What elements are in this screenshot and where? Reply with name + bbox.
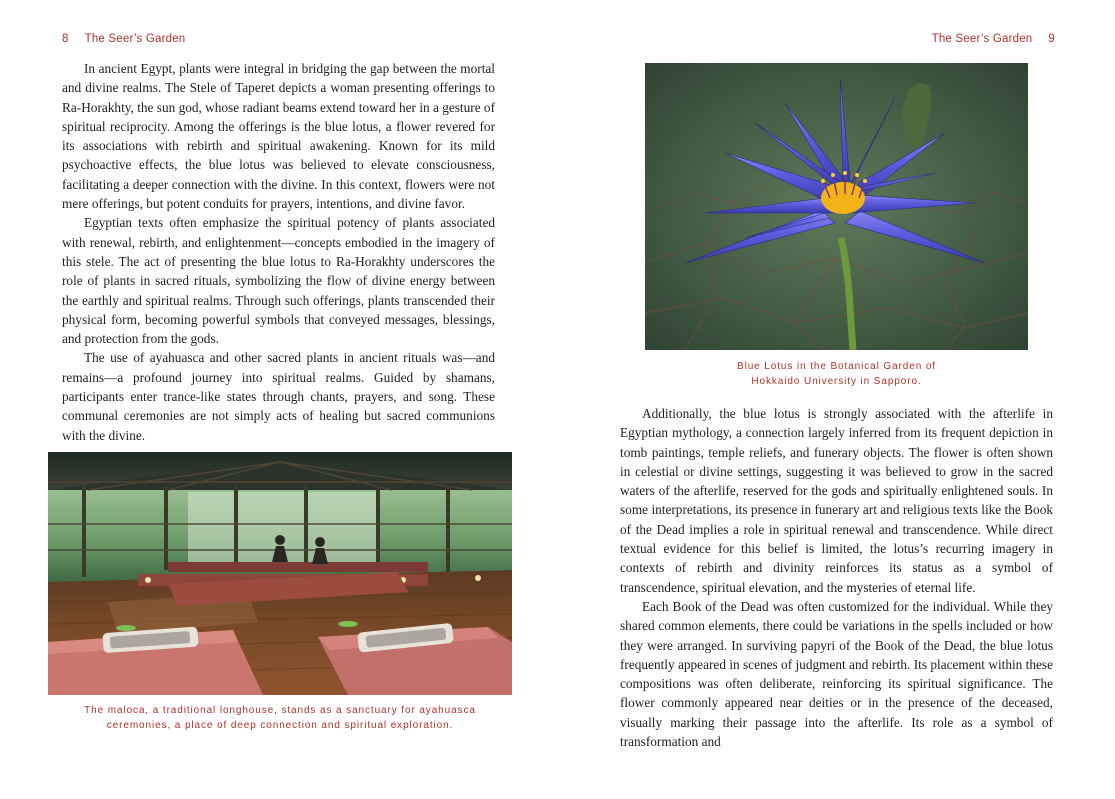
left-running-header — [62, 33, 185, 45]
right-running-header — [932, 33, 1055, 45]
body-paragraph: Additionally, the blue lotus is strongly associated with the afterlife in Egyptian mythology, a connection largely inferred from its frequent depiction in tomb paintings, temple reliefs, and funerary objects. The flower is often shown in celestial or divine settings, suggesting it was believed to grow in the sacred waters of the afterlife, reserved for the gods and spiritually enlightened souls. In some interpretations, its presence in funerary art and religious texts like the Book of the Dead implies a role in spiritual renewal and transcendence. While direct textual evidence for this belief is limited, the lotus’s recurring imagery in contexts of rebirth and divinity reinforces its status as a symbol of transcendence, spiritual elevation, and the mysteries of eternal life. — [620, 406, 1053, 595]
maloca-illustration — [48, 452, 512, 695]
caption-line: The maloca, a traditional longhouse, stands as a sanctuary for ayahuasca — [84, 705, 476, 716]
left-running-title: The Seer’s Garden — [84, 33, 186, 45]
blue-lotus-photo — [645, 63, 1028, 350]
caption-line: Hokkaido University in Sapporo. — [751, 376, 922, 387]
body-paragraph: Egyptian texts often emphasize the spiritual potency of plants associated with renewal, rebirth, and enlightenment—concepts embodied in the imagery of this stele. The act of presenting the blue lotus to Ra-Horakhty underscores the role of plants in sacred rituals, symbolizing the flow of divine energy between the earthly and spiritual realms. Through such offerings, plants transcended their physical form, becoming powerful symbols that conveyed messages, blessings, and protection from the gods. — [62, 215, 495, 347]
blue-lotus-illustration — [645, 63, 1028, 350]
maloca-photo — [48, 452, 512, 695]
right-page-body — [620, 404, 1053, 751]
lotus-photo-caption — [645, 359, 1028, 389]
caption-line: ceremonies, a place of deep connection and spiritual exploration. — [106, 720, 454, 731]
body-paragraph: Each Book of the Dead was often customized for the individual. While they shared common elements, there could be variations in the spells included or how they were arranged. In surviving papyri of the Book of the Dead, the blue lotus frequently appeared in scenes of judgment and rebirth. Its placement within these compositions was often deliberate, reinforcing its spiritual significance. The flower commonly appeared near deities or in the presence of the deceased, visually marking their passage into the afterlife. Its role as a symbol of transformation and — [620, 598, 1053, 750]
left-page-body — [62, 59, 495, 445]
body-paragraph: In ancient Egypt, plants were integral in bridging the gap between the mortal and divine realms. The Stele of Taperet depicts a woman presenting offerings to Ra-Horakhty, the sun god, whose radiant beams extend toward her in a gesture of spiritual reciprocity. Among the offerings is the blue lotus, a flower revered for its associations with rebirth and spiritual awakening. Known for its mild psychoactive effects, the blue lotus was believed to elevate consciousness, facilitating a deeper connection with the divine. In this context, flowers were not mere offerings, but potent conduits for prayers, intentions, and divine favor. — [62, 61, 496, 212]
left-page-number: 8 — [62, 33, 69, 45]
maloca-photo-caption — [48, 703, 512, 733]
body-paragraph: The use of ayahuasca and other sacred plants in ancient rituals was—and remains—a profound journey into spiritual realms. Guided by shamans, participants enter trance-like states through chants, prayers, and song. These communal ceremonies are not simply acts of healing but sacred communions with the divine. — [62, 350, 495, 443]
right-running-title: The Seer’s Garden — [931, 33, 1033, 45]
right-page-number: 9 — [1048, 33, 1055, 45]
caption-line: Blue Lotus in the Botanical Garden of — [737, 361, 936, 372]
